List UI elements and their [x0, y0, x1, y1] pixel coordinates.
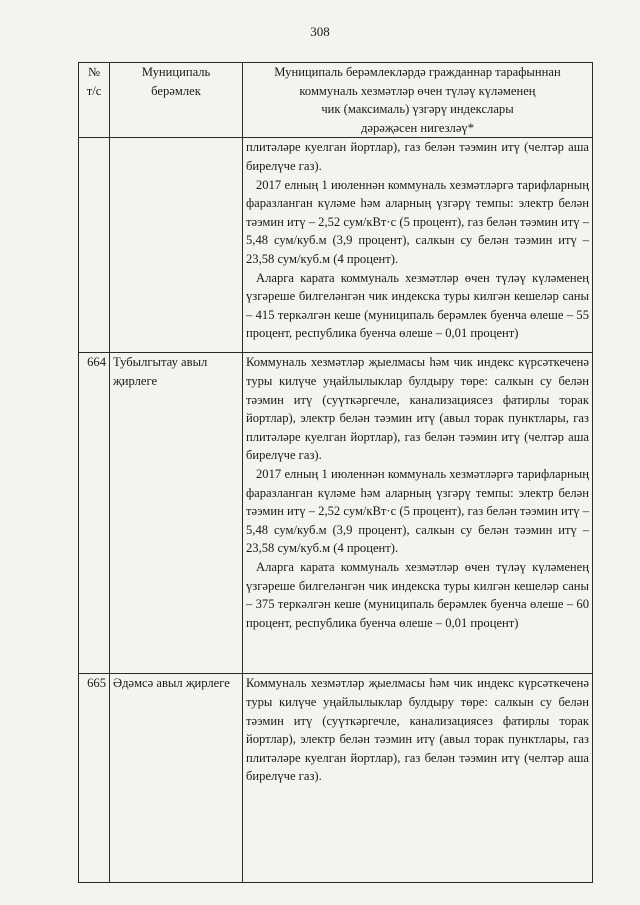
table-header-row [79, 63, 593, 138]
paragraph: плитәләре куелган йортлар), газ белән тәэмин итү (челтәр аша бирелүче газ). [246, 140, 589, 173]
paragraph: Аларга карата коммуналь хезмәтләр өчен түләү күләменең үзгәреше билгеләнгән чик индекска туры килгән кешеләр саны – 415 теркәлгән кеше (муниципаль берәмлек буенча өлеше – 55 процент, республика буенча өлеше – 0,01 процент) [246, 270, 589, 341]
paragraph: 2017 елның 1 июленнән коммуналь хезмәтләргә тарифларның фаразланган күләме һәм аларның үзгәрү темпы: электр белән тәэмин итү – 2,52 сум/кВт·с (5 процент), газ белән тәэмин итү – 5,48 сум/куб.м (3,9 процент), салкын су белән тәэмин итү – 23,58 сум/куб.м (4 процент). [246, 466, 589, 556]
justification-text [243, 674, 593, 883]
paragraph: Аларга карата коммуналь хезмәтләр өчен түләү күләменең үзгәреше билгеләнгән чик индекска туры килгән кешеләр саны – 375 теркәлгән кеше (муниципаль берәмлек буенча өлеше – 60 процент, республика буенча өлеше – 0,01 процент) [246, 559, 589, 630]
page-number: 308 [310, 24, 330, 39]
tariff-justification-table [78, 62, 593, 883]
row-number: 664 [79, 353, 110, 674]
header-justification: Муниципаль берәмлекләрдә гражданнар тарафыннан коммуналь хезмәтләр өчен түләү күләменең чик (максималь) үзгәрү индекслары дәрәҗәсен нигезләү* [243, 63, 593, 138]
header-municipality: Муниципаль берәмлек [110, 63, 243, 138]
municipality-name [110, 138, 243, 353]
justification-text [243, 353, 593, 674]
paragraph: Коммуналь хезмәтләр җыелмасы һәм чик индекс күрсәткеченә туры килүче уңайлылыклар булдыру төре: салкын су белән тәэмин итү (суүткәргечле, канализациясез фатирлы торак йортлар), электр белән тәэмин итү (авыл торак пунктлары, газ плитәләре куелган йортлар), газ белән тәэмин итү (челтәр аша бирелүче газ). [246, 676, 589, 784]
paragraph: 2017 елның 1 июленнән коммуналь хезмәтләргә тарифларның фаразланган күләме һәм аларның үзгәрү темпы: электр белән тәэмин итү – 2,52 сум/кВт·с (5 процент), газ белән тәэмин итү – 5,48 сум/куб.м (3,9 процент), салкын су белән тәэмин итү – 23,58 сум/куб.м (4 процент). [246, 177, 589, 266]
table-row [79, 674, 593, 883]
table-row [79, 353, 593, 674]
row-number: 665 [79, 674, 110, 883]
justification-text [243, 138, 593, 353]
municipality-name: Тубылгытау авыл җирлеге [110, 353, 243, 674]
municipality-name: Әдәмсә авыл җирлеге [110, 674, 243, 883]
paragraph: Коммуналь хезмәтләр җыелмасы һәм чик индекс күрсәткеченә туры килүче уңайлылыклар булдыру төре: салкын су белән тәэмин итү (суүткәргечле, канализациясез фатирлы торак йортлар), электр белән тәэмин итү (авыл торак пунктлары, газ плитәләре куелган йортлар), газ белән тәэмин итү (челтәр аша бирелүче газ). [246, 355, 589, 463]
table-row [79, 138, 593, 353]
row-number [79, 138, 110, 353]
header-number: № т/с [79, 63, 110, 138]
